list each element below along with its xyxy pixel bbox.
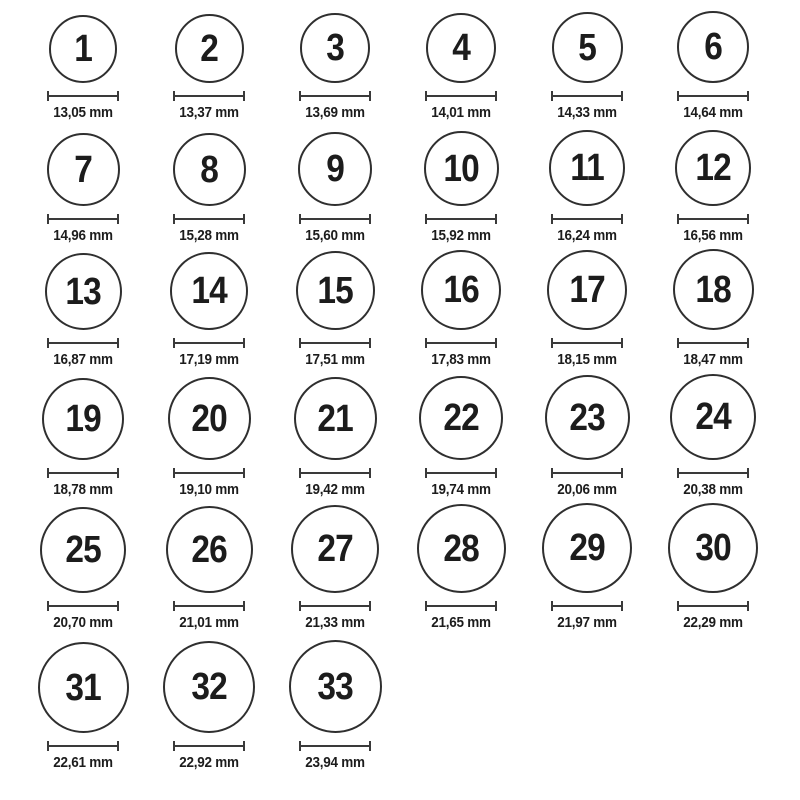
- ring-circle: [547, 250, 627, 330]
- diameter-measure-line: [677, 468, 749, 478]
- measure-line-bar: [553, 342, 621, 344]
- diameter-measure-line: [173, 338, 245, 348]
- ring-size-item: [146, 506, 272, 631]
- ring-circle: [426, 13, 496, 83]
- ring-size-item: [398, 376, 524, 498]
- ring-circle: [668, 503, 758, 593]
- diameter-label: 13,05 mm: [53, 104, 113, 121]
- measure-line-bar: [553, 95, 621, 97]
- diameter-measure-line: [299, 741, 371, 751]
- ring-circle: [296, 251, 375, 330]
- ring-circle: [175, 14, 244, 83]
- measure-line-bar: [49, 218, 117, 220]
- diameter-measure-line: [47, 214, 119, 224]
- ring-size-number: 30: [695, 527, 731, 569]
- ring-size-number: 16: [443, 269, 479, 311]
- ring-circle: [675, 130, 751, 206]
- measure-line-bar: [175, 342, 243, 344]
- ring-size-item: [524, 503, 650, 631]
- measure-line-bar: [49, 95, 117, 97]
- ring-circle: [42, 378, 124, 460]
- ring-size-item: [20, 15, 146, 121]
- ring-circle: [300, 13, 370, 83]
- diameter-label: 14,01 mm: [431, 104, 491, 121]
- ring-circle: [417, 504, 506, 593]
- diameter-label: 16,56 mm: [683, 227, 743, 244]
- ring-size-number: 9: [326, 148, 344, 190]
- diameter-label: 22,92 mm: [179, 754, 239, 771]
- diameter-label: 21,97 mm: [557, 614, 617, 631]
- diameter-label: 21,65 mm: [431, 614, 491, 631]
- diameter-label: 15,28 mm: [179, 227, 239, 244]
- diameter-measure-line: [551, 601, 623, 611]
- ring-size-number: 15: [317, 269, 353, 312]
- diameter-label: 17,83 mm: [431, 351, 491, 368]
- diameter-label: 19,42 mm: [305, 481, 365, 498]
- ring-circle: [40, 507, 126, 593]
- ring-circle: [545, 375, 630, 460]
- measure-line-bar: [301, 218, 369, 220]
- diameter-label: 14,33 mm: [557, 104, 617, 121]
- measure-line-bar: [49, 745, 117, 747]
- ring-size-number: 20: [191, 397, 227, 440]
- diameter-measure-line: [173, 741, 245, 751]
- diameter-measure-line: [425, 91, 497, 101]
- diameter-measure-line: [551, 468, 623, 478]
- ring-size-item: [146, 377, 272, 498]
- ring-size-number: 29: [569, 527, 605, 569]
- ring-size-item: [650, 130, 776, 244]
- ring-circle: [419, 376, 503, 460]
- diameter-label: 13,69 mm: [305, 104, 365, 121]
- ring-circle: [294, 377, 377, 460]
- diameter-measure-line: [173, 601, 245, 611]
- ring-size-item: [20, 642, 146, 771]
- diameter-measure-line: [173, 214, 245, 224]
- diameter-label: 20,06 mm: [557, 481, 617, 498]
- ring-size-number: 22: [443, 397, 479, 439]
- ring-circle: [542, 503, 632, 593]
- diameter-label: 20,38 mm: [683, 481, 743, 498]
- measure-line-bar: [427, 218, 495, 220]
- ring-size-number: 33: [317, 665, 353, 708]
- measure-line-bar: [427, 605, 495, 607]
- diameter-measure-line: [677, 214, 749, 224]
- ring-size-number: 4: [452, 27, 470, 69]
- ring-size-item: [272, 251, 398, 368]
- ring-size-row: [20, 121, 800, 244]
- ring-size-number: 13: [65, 270, 101, 313]
- ring-size-number: 25: [65, 529, 101, 571]
- diameter-measure-line: [425, 338, 497, 348]
- ring-circle: [424, 131, 499, 206]
- diameter-measure-line: [299, 338, 371, 348]
- diameter-measure-line: [47, 601, 119, 611]
- ring-size-number: 28: [443, 527, 479, 570]
- ring-circle: [166, 506, 253, 593]
- measure-line-bar: [301, 472, 369, 474]
- ring-circle: [289, 640, 382, 733]
- diameter-label: 21,33 mm: [305, 614, 365, 631]
- ring-size-number: 18: [695, 268, 731, 311]
- diameter-measure-line: [47, 741, 119, 751]
- measure-line-bar: [175, 472, 243, 474]
- diameter-measure-line: [47, 338, 119, 348]
- ring-size-number: 32: [191, 666, 227, 708]
- measure-line-bar: [679, 95, 747, 97]
- ring-circle: [677, 11, 749, 83]
- diameter-measure-line: [425, 601, 497, 611]
- measure-line-bar: [679, 218, 747, 220]
- ring-size-item: [272, 13, 398, 121]
- ring-size-item: [20, 507, 146, 631]
- ring-size-item: [524, 130, 650, 244]
- diameter-label: 18,47 mm: [683, 351, 743, 368]
- ring-size-row: [20, 7, 800, 121]
- ring-size-row: [20, 631, 800, 771]
- ring-size-item: [524, 250, 650, 368]
- ring-size-item: [146, 14, 272, 121]
- ring-size-item: [146, 133, 272, 244]
- ring-size-number: 8: [200, 148, 218, 191]
- ring-size-number: 11: [570, 147, 604, 189]
- ring-size-number: 3: [326, 27, 344, 69]
- diameter-label: 19,74 mm: [431, 481, 491, 498]
- ring-size-number: 24: [695, 396, 731, 438]
- diameter-label: 18,78 mm: [53, 481, 113, 498]
- diameter-measure-line: [47, 91, 119, 101]
- measure-line-bar: [49, 605, 117, 607]
- diameter-label: 23,94 mm: [305, 754, 365, 771]
- ring-size-number: 17: [569, 269, 605, 311]
- ring-size-number: 14: [191, 270, 227, 312]
- ring-size-item: [650, 249, 776, 368]
- diameter-measure-line: [173, 468, 245, 478]
- measure-line-bar: [427, 95, 495, 97]
- ring-circle: [673, 249, 754, 330]
- ring-size-item: [398, 250, 524, 368]
- ring-size-item: [524, 12, 650, 121]
- diameter-measure-line: [299, 91, 371, 101]
- measure-line-bar: [427, 342, 495, 344]
- measure-line-bar: [175, 605, 243, 607]
- ring-size-number: 5: [578, 26, 596, 69]
- diameter-label: 21,01 mm: [179, 614, 239, 631]
- ring-size-number: 10: [443, 147, 479, 190]
- measure-line-bar: [679, 342, 747, 344]
- ring-size-number: 6: [704, 26, 722, 68]
- ring-size-item: [398, 504, 524, 631]
- diameter-label: 22,29 mm: [683, 614, 743, 631]
- ring-circle: [549, 130, 625, 206]
- ring-circle: [38, 642, 129, 733]
- ring-size-number: 31: [65, 666, 101, 709]
- diameter-label: 14,64 mm: [683, 104, 743, 121]
- ring-circle: [168, 377, 251, 460]
- diameter-label: 19,10 mm: [179, 481, 239, 498]
- measure-line-bar: [553, 605, 621, 607]
- diameter-label: 15,92 mm: [431, 227, 491, 244]
- measure-line-bar: [301, 95, 369, 97]
- ring-size-number: 27: [317, 528, 353, 570]
- diameter-label: 20,70 mm: [53, 614, 113, 631]
- ring-size-number: 23: [569, 396, 605, 439]
- measure-line-bar: [427, 472, 495, 474]
- ring-size-item: [272, 377, 398, 498]
- ring-size-number: 2: [200, 27, 218, 70]
- ring-size-number: 1: [74, 28, 92, 70]
- ring-circle: [47, 133, 120, 206]
- ring-size-item: [146, 252, 272, 368]
- ring-size-number: 12: [695, 147, 731, 189]
- ring-size-item: [20, 378, 146, 498]
- ring-size-item: [398, 131, 524, 244]
- diameter-measure-line: [677, 91, 749, 101]
- diameter-label: 13,37 mm: [179, 104, 239, 121]
- diameter-label: 15,60 mm: [305, 227, 365, 244]
- measure-line-bar: [175, 745, 243, 747]
- measure-line-bar: [49, 472, 117, 474]
- ring-size-item: [398, 13, 524, 121]
- diameter-label: 17,19 mm: [179, 351, 239, 368]
- diameter-label: 17,51 mm: [305, 351, 365, 368]
- measure-line-bar: [553, 472, 621, 474]
- ring-size-number: 7: [74, 148, 92, 191]
- diameter-measure-line: [551, 214, 623, 224]
- diameter-measure-line: [173, 91, 245, 101]
- diameter-measure-line: [551, 338, 623, 348]
- diameter-label: 14,96 mm: [53, 227, 113, 244]
- ring-size-item: [650, 374, 776, 498]
- measure-line-bar: [553, 218, 621, 220]
- ring-size-item: [146, 641, 272, 771]
- diameter-measure-line: [299, 601, 371, 611]
- diameter-measure-line: [299, 214, 371, 224]
- ring-size-row: [20, 368, 800, 498]
- ring-circle: [670, 374, 756, 460]
- measure-line-bar: [175, 218, 243, 220]
- ring-size-number: 21: [317, 397, 353, 440]
- measure-line-bar: [175, 95, 243, 97]
- ring-size-row: [20, 498, 800, 631]
- ring-size-item: [272, 505, 398, 631]
- ring-circle: [291, 505, 379, 593]
- diameter-measure-line: [425, 468, 497, 478]
- measure-line-bar: [301, 745, 369, 747]
- ring-size-number: 19: [65, 398, 101, 440]
- ring-circle: [170, 252, 248, 330]
- ring-size-item: [272, 132, 398, 244]
- ring-size-number: 26: [191, 528, 227, 571]
- ring-size-item: [650, 11, 776, 121]
- ring-circle: [552, 12, 623, 83]
- diameter-measure-line: [551, 91, 623, 101]
- ring-circle: [49, 15, 117, 83]
- diameter-label: 16,87 mm: [53, 351, 113, 368]
- diameter-measure-line: [425, 214, 497, 224]
- measure-line-bar: [301, 605, 369, 607]
- diameter-label: 16,24 mm: [557, 227, 617, 244]
- ring-size-item: [524, 375, 650, 498]
- ring-circle: [45, 253, 122, 330]
- measure-line-bar: [679, 472, 747, 474]
- diameter-measure-line: [677, 601, 749, 611]
- ring-size-item: [650, 503, 776, 631]
- measure-line-bar: [679, 605, 747, 607]
- ring-size-item: [20, 133, 146, 244]
- diameter-measure-line: [677, 338, 749, 348]
- diameter-measure-line: [47, 468, 119, 478]
- ring-circle: [298, 132, 372, 206]
- ring-circle: [173, 133, 246, 206]
- diameter-label: 22,61 mm: [53, 754, 113, 771]
- measure-line-bar: [301, 342, 369, 344]
- ring-circle: [163, 641, 255, 733]
- measure-line-bar: [49, 342, 117, 344]
- ring-size-item: [272, 640, 398, 771]
- diameter-measure-line: [299, 468, 371, 478]
- ring-circle: [421, 250, 501, 330]
- ring-size-row: [20, 244, 800, 368]
- diameter-label: 18,15 mm: [557, 351, 617, 368]
- ring-size-item: [20, 253, 146, 368]
